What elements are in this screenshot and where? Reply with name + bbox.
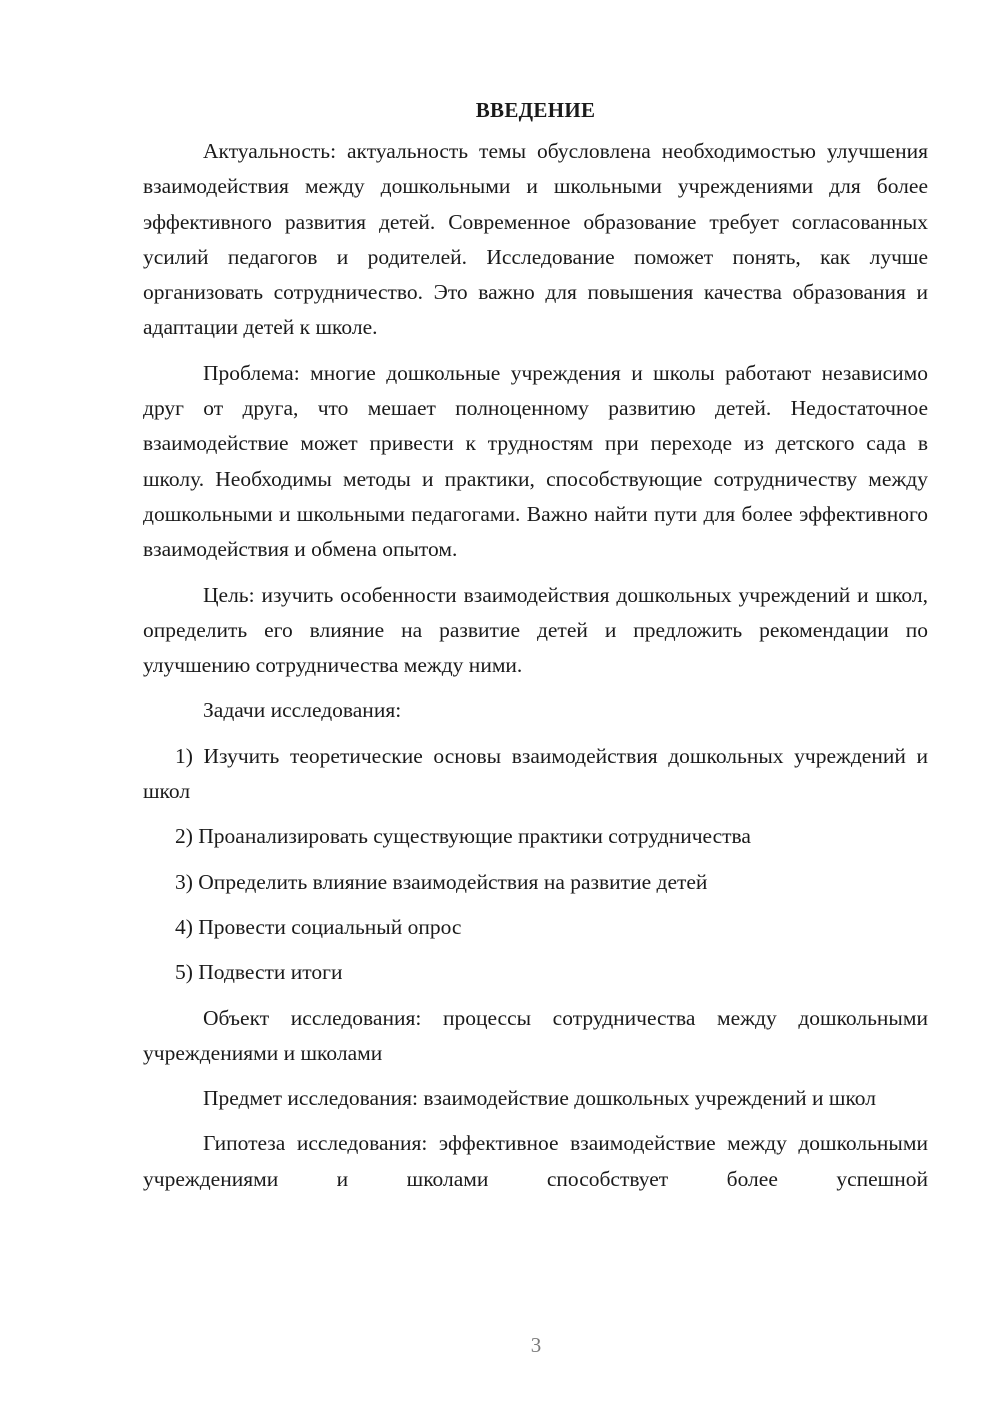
page-content [143, 93, 928, 1207]
section-heading: ВВЕДЕНИЕ [475, 98, 596, 122]
task-item-2: 2) Проанализировать существующие практики сотрудничества [175, 824, 751, 849]
relevance-paragraph: Актуальность: актуальность темы обусловлена необходимостью улучшения взаимодействия между дошкольными и школьными учреждениями для более эффективного развития детей. Современное образование требует согласованных усилий педагогов и родителей. Исследование поможет понять, как лучше организовать сотрудничество. Это важно для повышения качества образования и адаптации детей к школе. [143, 139, 928, 340]
task-item-5: 5) Подвести итоги [175, 960, 343, 985]
goal-paragraph: Цель: изучить особенности взаимодействия дошкольных учреждений и школ, определить его влияние на развитие детей и предложить рекомендации по улучшению сотрудничества между ними. [143, 582, 928, 678]
page-number: 3 [530, 1333, 542, 1357]
task-item-3: 3) Определить влияние взаимодействия на развитие детей [175, 869, 708, 894]
hypothesis-paragraph: Гипотеза исследования: эффективное взаимодействие между дошкольными учреждениями и школами способствует более успешной [143, 1131, 928, 1191]
object-paragraph: Объект исследования: процессы сотрудничества между дошкольными учреждениями и школами [143, 1005, 928, 1065]
subject-paragraph: Предмет исследования: взаимодействие дошкольных учреждений и школ [203, 1086, 876, 1111]
task-item-4: 4) Провести социальный опрос [175, 914, 462, 939]
task-item-1: 1) Изучить теоретические основы взаимодействия дошкольных учреждений и школ [143, 743, 928, 804]
problem-paragraph: Проблема: многие дошкольные учреждения и школы работают независимо друг от друга, что мешает полноценному развитию детей. Недостаточное взаимодействие может привести к трудностям при переходе из детского сада в школу. Необходимы методы и практики, способствующие сотрудничеству между дошкольными и школьными педагогами. Важно найти пути для более эффективного взаимодействия и обмена опытом. [143, 360, 928, 562]
tasks-title: Задачи исследования: [203, 698, 402, 723]
